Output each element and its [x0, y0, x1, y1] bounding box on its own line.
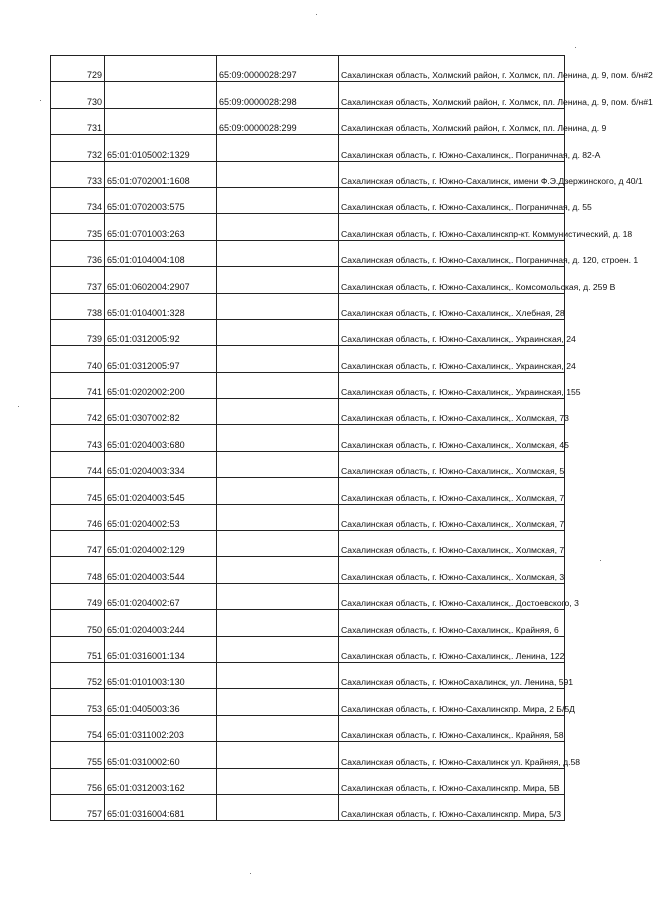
row-number-cell: 746 [51, 504, 105, 530]
cadastral-number-cell: 65:01:0310002:60 [105, 742, 217, 768]
address-cell: Сахалинская область, г. Южно-Сахалинск,. Украинская, 155 [339, 372, 565, 398]
row-number-cell: 744 [51, 451, 105, 477]
row-number-cell: 740 [51, 346, 105, 372]
table-row [51, 293, 565, 319]
row-number-cell: 731 [51, 108, 105, 134]
address-cell: Сахалинская область, г. Южно-Сахалинск,. Пограничная, д. 120, строен. 1 [339, 240, 565, 266]
row-number-cell: 739 [51, 319, 105, 345]
cadastral-number-cell [105, 82, 217, 108]
cadastral-number-cell: 65:01:0311002:203 [105, 715, 217, 741]
row-number-cell: 749 [51, 583, 105, 609]
cadastral-number-cell [105, 56, 217, 82]
row-number-cell: 732 [51, 135, 105, 161]
cadastral-number-cell: 65:01:0701003:263 [105, 214, 217, 240]
address-cell: Сахалинская область, г. Южно-Сахалинск, имени Ф.Э.Дзержинского, д 40/1 [339, 161, 565, 187]
address-cell: Сахалинская область, г. Южно-Сахалинск,. Пограничная, д. 55 [339, 187, 565, 213]
row-number-cell: 733 [51, 161, 105, 187]
row-number-cell: 734 [51, 187, 105, 213]
address-cell: Сахалинская область, г. Южно-Сахалинск,. Холмская, 73 [339, 399, 565, 425]
cadastral-number-alt-cell [217, 662, 339, 688]
cadastral-number-alt-cell [217, 346, 339, 372]
address-cell: Сахалинская область, г. Южно-Сахалинск,. Пограничная, д. 82-А [339, 135, 565, 161]
row-number-cell: 741 [51, 372, 105, 398]
cadastral-number-alt-cell [217, 451, 339, 477]
cadastral-number-alt-cell [217, 135, 339, 161]
scan-speck [40, 100, 41, 101]
cadastral-number-alt-cell [217, 161, 339, 187]
cadastral-number-cell: 65:01:0204002:53 [105, 504, 217, 530]
property-registry-table [50, 55, 653, 821]
address-cell: Сахалинская область, г. Южно-Сахалинск ул. Крайняя, д.58 [339, 742, 565, 768]
table-row [51, 531, 565, 557]
row-number-cell: 745 [51, 478, 105, 504]
row-number-cell: 756 [51, 768, 105, 794]
address-cell: Сахалинская область, г. Южно-Сахалинск,. Крайняя, 6 [339, 610, 565, 636]
address-cell: Сахалинская область, г. Южно-Сахалинск,. Украинская, 24 [339, 319, 565, 345]
cadastral-number-cell: 65:01:0702001:1608 [105, 161, 217, 187]
table-row [51, 583, 565, 609]
cadastral-number-cell: 65:01:0101003:130 [105, 662, 217, 688]
scan-speck [316, 14, 317, 15]
address-cell: Сахалинская область, г. Южно-Сахалинск,. Крайняя, 58 [339, 715, 565, 741]
cadastral-number-alt-cell [217, 768, 339, 794]
table-row [51, 187, 565, 213]
cadastral-number-cell: 65:01:0204002:129 [105, 531, 217, 557]
table-row [51, 108, 565, 134]
row-number-cell: 736 [51, 240, 105, 266]
address-cell: Сахалинская область, г. Южно-Сахалинскпр. Мира, 2 Б/5Д [339, 689, 565, 715]
address-cell: Сахалинская область, г. Южно-Сахалинск,. Холмская, 3 [339, 557, 565, 583]
cadastral-number-alt-cell [217, 557, 339, 583]
address-cell: Сахалинская область, Холмский район, г. Холмск, пл. Ленина, д. 9, пом. б/н#1 [339, 82, 565, 108]
table-row [51, 135, 565, 161]
row-number-cell: 742 [51, 399, 105, 425]
row-number-cell: 730 [51, 82, 105, 108]
table-row [51, 610, 565, 636]
cadastral-number-cell [105, 108, 217, 134]
cadastral-number-cell: 65:01:0312003:162 [105, 768, 217, 794]
cadastral-number-alt-cell [217, 715, 339, 741]
cadastral-number-alt-cell [217, 794, 339, 820]
table-row [51, 319, 565, 345]
cadastral-number-alt-cell: 65:09:0000028:297 [217, 56, 339, 82]
cadastral-number-cell: 65:01:0204003:680 [105, 425, 217, 451]
cadastral-number-cell: 65:01:0104004:108 [105, 240, 217, 266]
row-number-cell: 750 [51, 610, 105, 636]
cadastral-number-cell: 65:01:0104001:328 [105, 293, 217, 319]
address-cell: Сахалинская область, г. Южно-Сахалинскпр. Мира, 5В [339, 768, 565, 794]
cadastral-number-cell: 65:01:0316004:681 [105, 794, 217, 820]
table-row [51, 82, 565, 108]
row-number-cell: 738 [51, 293, 105, 319]
address-cell: Сахалинская область, г. Южно-Сахалинск,. Холмская, 7 [339, 478, 565, 504]
table-row [51, 425, 565, 451]
row-number-cell: 754 [51, 715, 105, 741]
cadastral-number-cell: 65:01:0312005:97 [105, 346, 217, 372]
cadastral-number-cell: 65:01:0405003:36 [105, 689, 217, 715]
table-row [51, 689, 565, 715]
address-cell: Сахалинская область, г. Южно-Сахалинскпр-кт. Коммунистический, д. 18 [339, 214, 565, 240]
address-cell: Сахалинская область, г. Южно-Сахалинск,. Достоевского, 3 [339, 583, 565, 609]
table-row [51, 161, 565, 187]
cadastral-number-alt-cell [217, 425, 339, 451]
row-number-cell: 751 [51, 636, 105, 662]
table-row [51, 451, 565, 477]
row-number-cell: 748 [51, 557, 105, 583]
address-cell: Сахалинская область, Холмский район, г. Холмск, пл. Ленина, д. 9 [339, 108, 565, 134]
cadastral-number-alt-cell [217, 610, 339, 636]
address-cell: Сахалинская область, г. Южно-Сахалинск,. Хлебная, 28 [339, 293, 565, 319]
cadastral-number-cell: 65:01:0602004:2907 [105, 267, 217, 293]
table-row [51, 557, 565, 583]
cadastral-number-cell: 65:01:0312005:92 [105, 319, 217, 345]
cadastral-number-alt-cell [217, 399, 339, 425]
address-cell: Сахалинская область, г. Южно-Сахалинск,. Холмская, 5 [339, 451, 565, 477]
table-row [51, 504, 565, 530]
address-cell: Сахалинская область, г. Южно-Сахалинск,. Холмская, 7 [339, 531, 565, 557]
cadastral-number-cell: 65:01:0702003:575 [105, 187, 217, 213]
row-number-cell: 737 [51, 267, 105, 293]
table-row [51, 794, 565, 820]
cadastral-number-alt-cell [217, 478, 339, 504]
registry-table-body [51, 56, 653, 821]
cadastral-number-alt-cell [217, 372, 339, 398]
address-cell: Сахалинская область, г. Южно-Сахалинск,. Комсомольская, д. 259 В [339, 267, 565, 293]
row-number-cell: 757 [51, 794, 105, 820]
cadastral-number-cell: 65:01:0202002:200 [105, 372, 217, 398]
row-number-cell: 753 [51, 689, 105, 715]
cadastral-number-alt-cell [217, 636, 339, 662]
row-number-cell: 755 [51, 742, 105, 768]
cadastral-number-alt-cell [217, 689, 339, 715]
table-row [51, 636, 565, 662]
row-number-cell: 743 [51, 425, 105, 451]
address-cell: Сахалинская область, г. Южно-Сахалинск,. Украинская, 24 [339, 346, 565, 372]
cadastral-number-alt-cell: 65:09:0000028:299 [217, 108, 339, 134]
address-cell: Сахалинская область, г. Южно-Сахалинск,. Ленина, 122 [339, 636, 565, 662]
cadastral-number-alt-cell [217, 187, 339, 213]
table-row [51, 399, 565, 425]
address-cell: Сахалинская область, Холмский район, г. Холмск, пл. Ленина, д. 9, пом. б/н#2 [339, 56, 565, 82]
cadastral-number-cell: 65:01:0204002:67 [105, 583, 217, 609]
cadastral-number-alt-cell [217, 742, 339, 768]
cadastral-number-alt-cell [217, 319, 339, 345]
cadastral-number-cell: 65:01:0105002:1329 [105, 135, 217, 161]
cadastral-number-cell: 65:01:0204003:544 [105, 557, 217, 583]
row-number-cell: 752 [51, 662, 105, 688]
scan-speck [600, 560, 601, 561]
address-cell: Сахалинская область, г. Южно-Сахалинскпр. Мира, 5/3 [339, 794, 565, 820]
address-cell: Сахалинская область, г. Южно-Сахалинск,. Холмская, 7 [339, 504, 565, 530]
cadastral-number-alt-cell [217, 267, 339, 293]
address-cell: Сахалинская область, г. ЮжноСахалинск, ул. Ленина, 591 [339, 662, 565, 688]
row-number-cell: 747 [51, 531, 105, 557]
table-row [51, 240, 565, 266]
scan-speck [250, 873, 251, 874]
row-number-cell: 735 [51, 214, 105, 240]
cadastral-number-alt-cell [217, 583, 339, 609]
scan-speck [575, 47, 576, 48]
row-number-cell: 729 [51, 56, 105, 82]
cadastral-number-alt-cell [217, 531, 339, 557]
cadastral-number-alt-cell [217, 504, 339, 530]
cadastral-number-cell: 65:01:0204003:244 [105, 610, 217, 636]
table-row [51, 267, 565, 293]
cadastral-number-cell: 65:01:0204003:334 [105, 451, 217, 477]
table-row [51, 478, 565, 504]
cadastral-number-alt-cell [217, 293, 339, 319]
table-row [51, 768, 565, 794]
cadastral-number-alt-cell [217, 240, 339, 266]
table-row [51, 742, 565, 768]
address-cell: Сахалинская область, г. Южно-Сахалинск,. Холмская, 45 [339, 425, 565, 451]
table-row [51, 662, 565, 688]
cadastral-number-cell: 65:01:0316001:134 [105, 636, 217, 662]
scan-speck [18, 406, 19, 407]
table-row [51, 214, 565, 240]
table-row [51, 56, 565, 82]
cadastral-number-alt-cell: 65:09:0000028:298 [217, 82, 339, 108]
table-row [51, 346, 565, 372]
cadastral-number-alt-cell [217, 214, 339, 240]
table-row [51, 715, 565, 741]
cadastral-number-cell: 65:01:0307002:82 [105, 399, 217, 425]
table-row [51, 372, 565, 398]
cadastral-number-cell: 65:01:0204003:545 [105, 478, 217, 504]
